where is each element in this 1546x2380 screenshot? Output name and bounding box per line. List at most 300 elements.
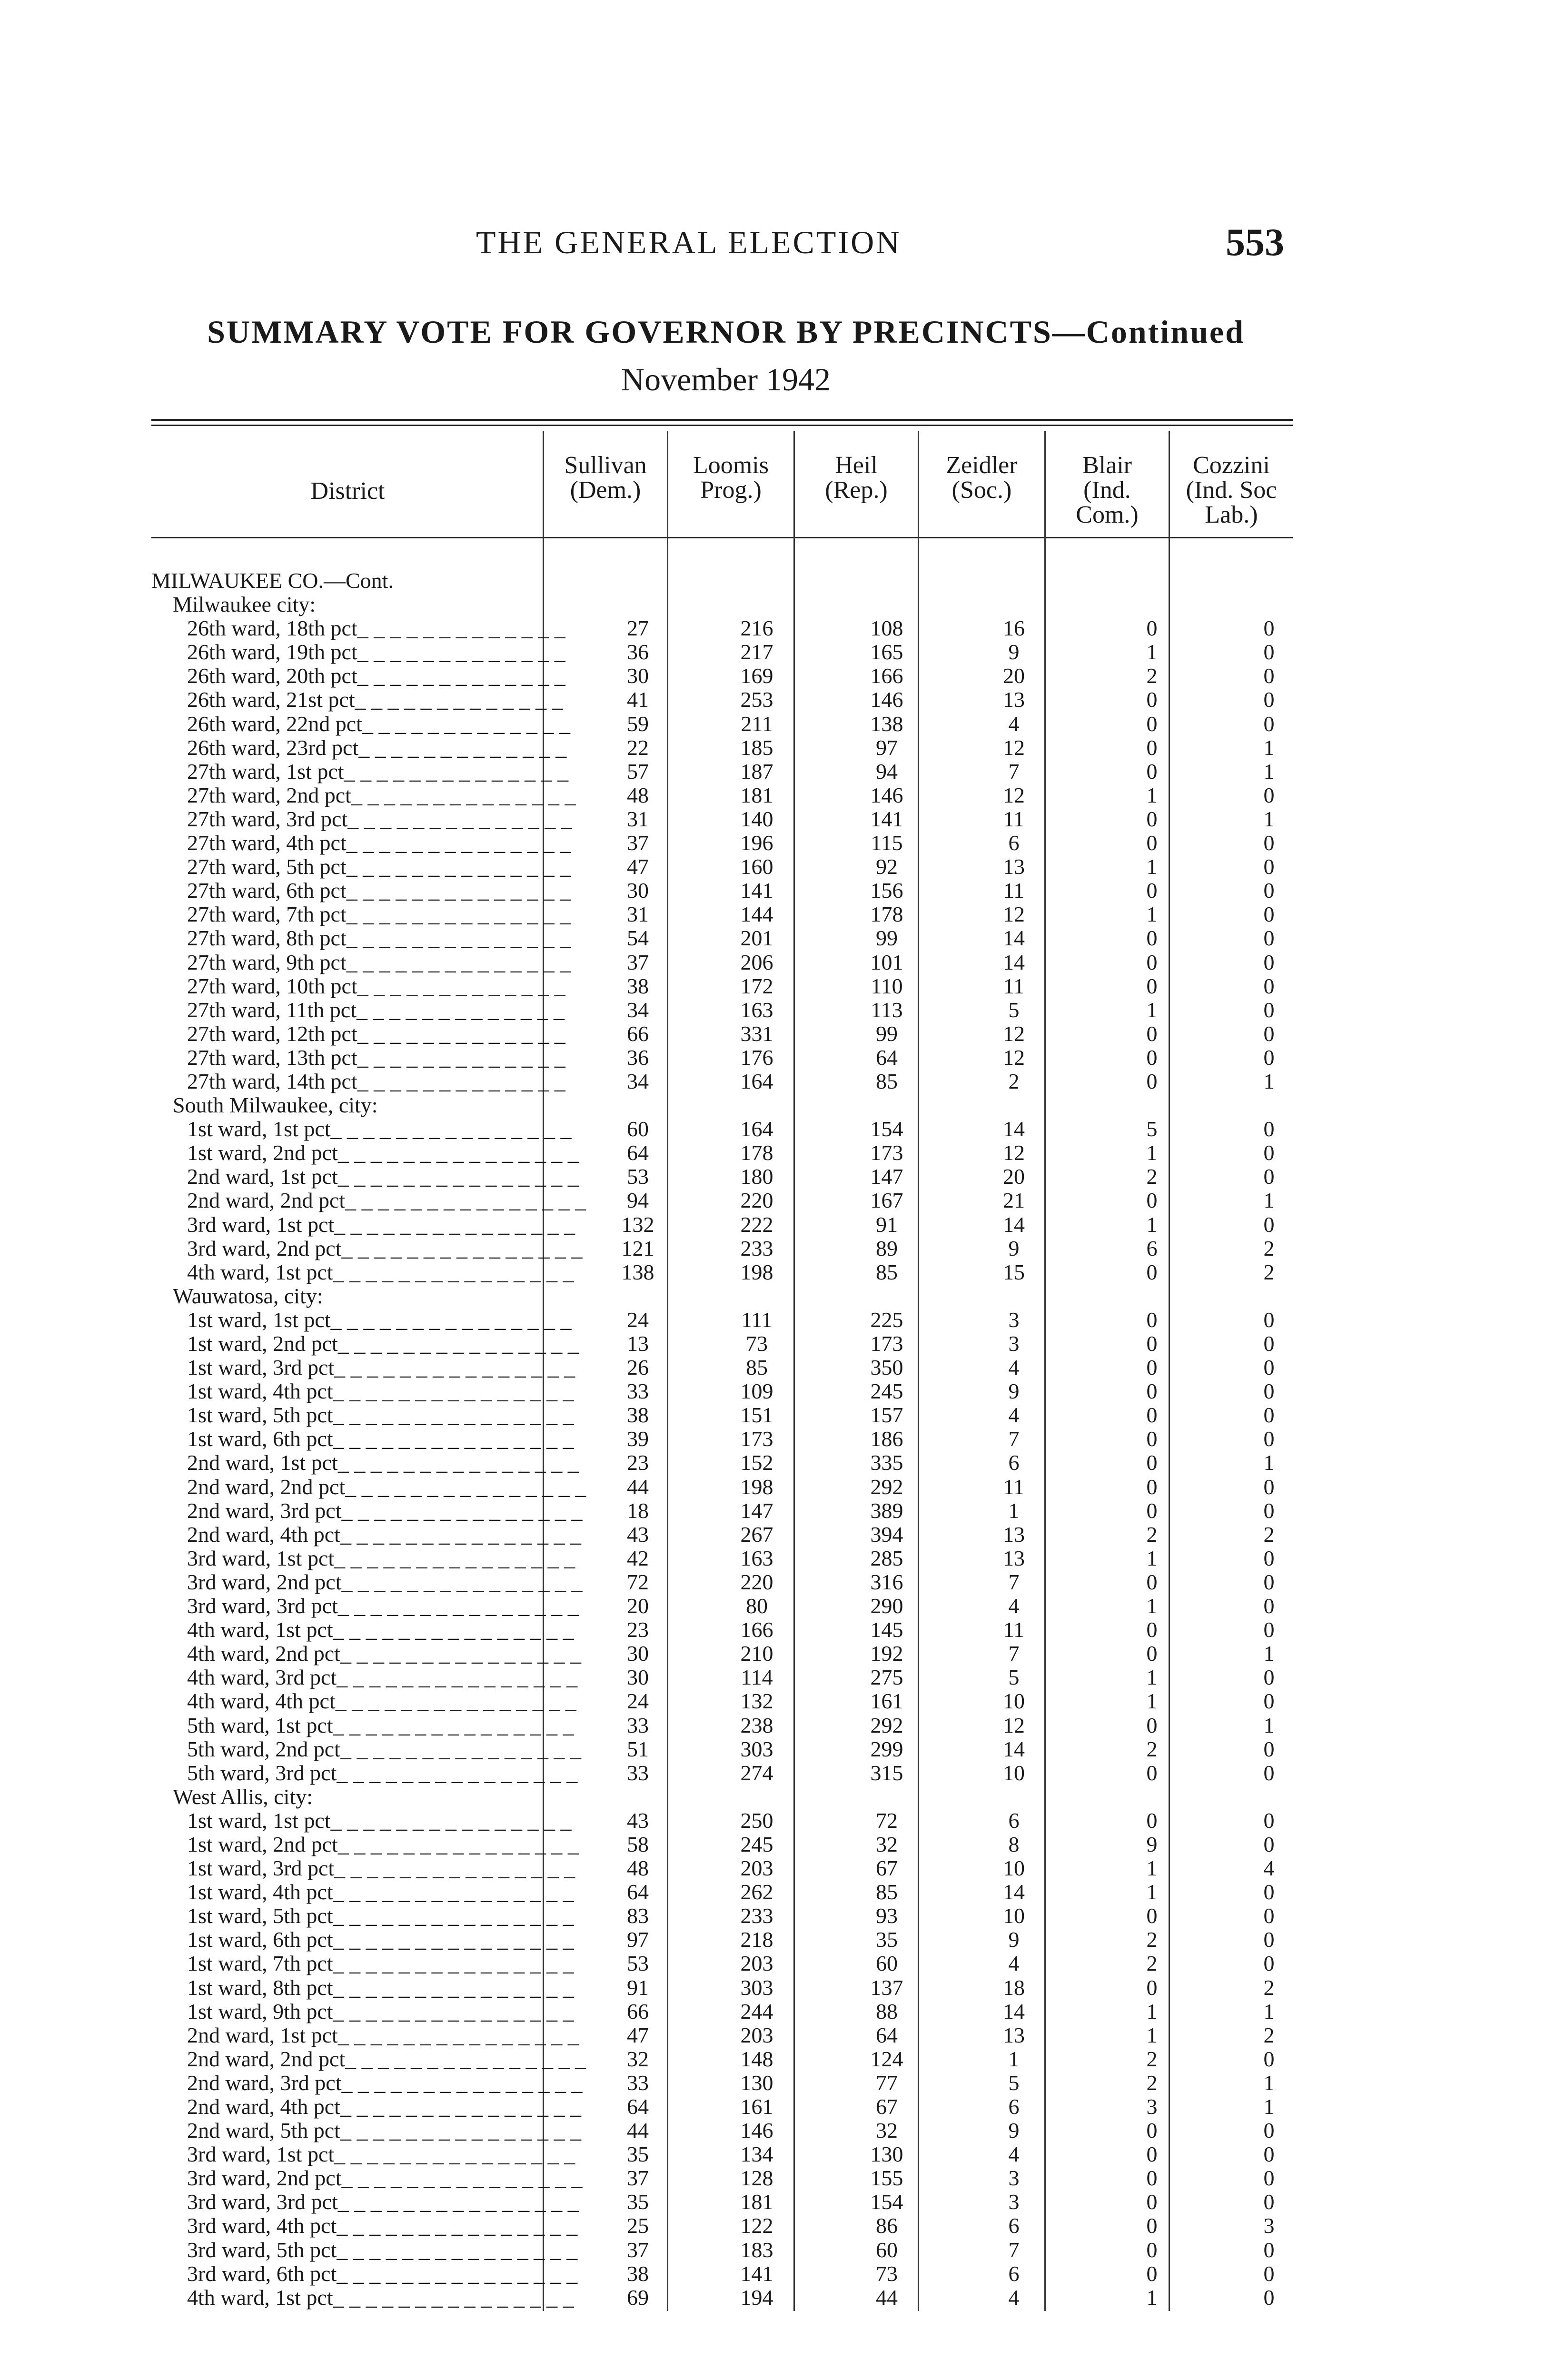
district-label: 26th ward, 19th pct_ _ _ _ _ _ _ _ _ _ _ _ _ xyxy=(187,640,565,664)
table-row xyxy=(0,1117,1546,1141)
leader-dots: _ _ _ _ _ _ _ _ _ _ _ _ _ _ _ xyxy=(333,1951,574,1976)
vote-cell: 6 xyxy=(1008,2094,1020,2119)
vote-cell: 34 xyxy=(627,997,649,1022)
vote-cell: 0 xyxy=(1146,2142,1158,2167)
table-row xyxy=(0,1904,1546,1928)
leader-dots: _ _ _ _ _ _ _ _ _ _ _ _ _ _ xyxy=(351,783,576,807)
vote-cell: 0 xyxy=(1146,711,1158,736)
vote-cell: 198 xyxy=(740,1474,773,1499)
vote-cell: 25 xyxy=(627,2213,649,2238)
district-label: 5th ward, 2nd pct_ _ _ _ _ _ _ _ _ _ _ _ _ _ _ xyxy=(187,1736,581,1761)
vote-cell: 7 xyxy=(1008,759,1020,783)
vote-cell: 2 xyxy=(1146,664,1158,688)
vote-cell: 222 xyxy=(740,1212,773,1237)
leader-dots: _ _ _ _ _ _ _ _ _ _ _ _ _ _ xyxy=(347,806,572,831)
vote-cell: 0 xyxy=(1263,2190,1275,2214)
vote-cell: 69 xyxy=(627,2285,649,2310)
county-heading xyxy=(0,569,1546,593)
vote-cell: 92 xyxy=(876,854,898,879)
vote-cell: 3 xyxy=(1008,2166,1020,2191)
vote-cell: 0 xyxy=(1263,687,1275,712)
vote-cell: 10 xyxy=(1003,1760,1025,1785)
vote-cell: 1 xyxy=(1146,1689,1158,1714)
vote-cell: 11 xyxy=(1003,878,1025,903)
vote-cell: 115 xyxy=(871,831,903,855)
vote-cell: 108 xyxy=(870,616,903,641)
leader-dots: _ _ _ _ _ _ _ _ _ _ _ _ _ xyxy=(357,973,565,998)
vote-cell: 148 xyxy=(740,2046,773,2071)
leader-dots: _ _ _ _ _ _ _ _ _ _ _ _ _ _ _ xyxy=(333,2285,574,2310)
leader-dots: _ _ _ _ _ _ _ _ _ _ _ _ _ _ _ xyxy=(337,1450,579,1475)
table-row xyxy=(0,2023,1546,2047)
vote-cell: 0 xyxy=(1146,1617,1158,1642)
vote-cell: 130 xyxy=(870,2142,903,2167)
leader-dots: _ _ _ _ _ _ _ _ _ _ _ _ _ _ _ xyxy=(337,2213,578,2238)
candidate-party-line2: Lab.) xyxy=(1205,501,1258,528)
table-row xyxy=(0,688,1546,712)
vote-cell: 113 xyxy=(871,997,903,1022)
vote-cell: 6 xyxy=(1008,2213,1020,2238)
candidate-party: (Rep.) xyxy=(825,476,888,504)
district-label: 2nd ward, 4th pct_ _ _ _ _ _ _ _ _ _ _ _ _ _ _ xyxy=(187,2094,581,2119)
vote-cell: 94 xyxy=(876,759,898,783)
vote-cell: 12 xyxy=(1003,1713,1025,1737)
vote-cell: 43 xyxy=(627,1808,649,1833)
leader-dots: _ _ _ _ _ _ _ _ _ _ _ _ _ _ _ xyxy=(330,1808,572,1833)
vote-cell: 132 xyxy=(740,1689,773,1714)
vote-cell: 124 xyxy=(870,2046,903,2071)
vote-cell: 0 xyxy=(1146,950,1158,974)
vote-cell: 0 xyxy=(1146,1259,1158,1284)
vote-cell: 11 xyxy=(1003,1474,1025,1499)
vote-cell: 110 xyxy=(871,973,903,998)
vote-cell: 274 xyxy=(740,1760,773,1785)
vote-cell: 303 xyxy=(740,1975,773,2000)
vote-cell: 11 xyxy=(1003,1617,1025,1642)
table-row xyxy=(0,1594,1546,1618)
table-row xyxy=(0,1761,1546,1785)
district-label: 1st ward, 1st pct_ _ _ _ _ _ _ _ _ _ _ _ _ _ _ xyxy=(187,1808,572,1833)
vote-cell: 161 xyxy=(870,1689,903,1714)
district-label: 3rd ward, 2nd pct_ _ _ _ _ _ _ _ _ _ _ _ _ _ _ xyxy=(187,2166,583,2191)
vote-cell: 0 xyxy=(1263,1474,1275,1499)
table-row xyxy=(0,2095,1546,2119)
vote-cell: 12 xyxy=(1003,1045,1025,1070)
vote-cell: 3 xyxy=(1263,2213,1275,2238)
vote-cell: 216 xyxy=(740,616,773,641)
vote-cell: 2 xyxy=(1146,1164,1158,1189)
vote-cell: 173 xyxy=(870,1140,903,1165)
vote-cell: 44 xyxy=(876,2285,898,2310)
table-row xyxy=(0,1070,1546,1093)
vote-cell: 1 xyxy=(1263,1069,1275,1093)
vote-cell: 303 xyxy=(740,1736,773,1761)
leader-dots: _ _ _ _ _ _ _ _ _ _ _ _ _ _ _ xyxy=(333,1880,574,1904)
vote-cell: 7 xyxy=(1008,1641,1020,1666)
vote-cell: 1 xyxy=(1146,1212,1158,1237)
vote-cell: 12 xyxy=(1003,902,1025,927)
district-label: 2nd ward, 2nd pct_ _ _ _ _ _ _ _ _ _ _ _ _ _ _ xyxy=(187,1474,586,1499)
vote-cell: 0 xyxy=(1146,1379,1158,1404)
table-row xyxy=(0,1499,1546,1523)
vote-cell: 0 xyxy=(1146,1760,1158,1785)
leader-dots: _ _ _ _ _ _ _ _ _ _ _ _ _ xyxy=(357,1045,565,1070)
vote-cell: 0 xyxy=(1146,2261,1158,2286)
vote-cell: 89 xyxy=(876,1236,898,1260)
district-label: 26th ward, 23rd pct_ _ _ _ _ _ _ _ _ _ _ _ _ xyxy=(187,735,567,760)
table-row xyxy=(0,640,1546,664)
vote-cell: 335 xyxy=(870,1450,903,1475)
vote-cell: 0 xyxy=(1263,1307,1275,1332)
district-label: 2nd ward, 1st pct_ _ _ _ _ _ _ _ _ _ _ _ _ _ _ xyxy=(187,2023,579,2047)
top-double-rule-2 xyxy=(151,425,1293,426)
district-label: 3rd ward, 4th pct_ _ _ _ _ _ _ _ _ _ _ _ _ _ _ xyxy=(187,2213,578,2238)
vote-cell: 0 xyxy=(1263,1880,1275,1904)
vote-cell: 0 xyxy=(1146,2213,1158,2238)
vote-cell: 0 xyxy=(1263,1403,1275,1428)
leader-dots: _ _ _ _ _ _ _ _ _ _ _ _ _ _ _ xyxy=(333,1379,574,1404)
leader-dots: _ _ _ _ _ _ _ _ _ _ _ _ _ _ xyxy=(346,926,571,951)
leader-dots: _ _ _ _ _ _ _ _ _ _ _ _ _ xyxy=(357,1069,565,1093)
vote-cell: 2 xyxy=(1263,1236,1275,1260)
vote-cell: 34 xyxy=(627,1069,649,1093)
leader-dots: _ _ _ _ _ _ _ _ _ _ _ _ _ _ _ xyxy=(340,1641,581,1666)
vote-cell: 12 xyxy=(1003,1140,1025,1165)
table-row xyxy=(0,1737,1546,1761)
vote-cell: 31 xyxy=(627,902,649,927)
vote-cell: 85 xyxy=(876,1069,898,1093)
vote-cell: 4 xyxy=(1008,2142,1020,2167)
vote-cell: 0 xyxy=(1263,1665,1275,1690)
vote-cell: 38 xyxy=(627,973,649,998)
vote-cell: 203 xyxy=(740,1951,773,1976)
leader-dots: _ _ _ _ _ _ _ _ _ _ _ _ _ xyxy=(355,687,563,712)
vote-cell: 0 xyxy=(1263,1594,1275,1618)
leader-dots: _ _ _ _ _ _ _ _ _ _ _ _ _ _ xyxy=(344,759,569,783)
vote-cell: 93 xyxy=(876,1904,898,1928)
vote-cell: 10 xyxy=(1003,1856,1025,1881)
candidate-name: Blair xyxy=(1082,452,1132,479)
table-row xyxy=(0,951,1546,974)
vote-cell: 9 xyxy=(1008,1236,1020,1260)
leader-dots: _ _ _ _ _ _ _ _ _ _ _ _ _ _ _ xyxy=(341,1498,583,1523)
table-row xyxy=(0,1856,1546,1880)
leader-dots: _ _ _ _ _ _ _ _ _ _ _ _ _ _ _ xyxy=(337,1665,578,1690)
candidate-name: Loomis xyxy=(693,452,769,479)
leader-dots: _ _ _ _ _ _ _ _ _ _ _ _ _ _ _ xyxy=(334,2142,575,2167)
vote-cell: 220 xyxy=(740,1569,773,1594)
city-heading xyxy=(0,593,1546,616)
district-label: 1st ward, 8th pct_ _ _ _ _ _ _ _ _ _ _ _ _ _ _ xyxy=(187,1975,574,2000)
table-row xyxy=(0,1427,1546,1451)
leader-dots: _ _ _ _ _ _ _ _ _ _ _ _ _ _ _ xyxy=(333,1259,574,1284)
vote-cell: 9 xyxy=(1008,2118,1020,2143)
district-label: 27th ward, 3rd pct_ _ _ _ _ _ _ _ _ _ _ _ _ _ xyxy=(187,806,572,831)
vote-cell: 35 xyxy=(627,2142,649,2167)
vote-cell: 233 xyxy=(740,1236,773,1260)
vote-cell: 0 xyxy=(1146,1069,1158,1093)
leader-dots: _ _ _ _ _ _ _ _ _ _ _ _ _ _ xyxy=(346,950,571,974)
vote-cell: 1 xyxy=(1263,2070,1275,2095)
district-label: 27th ward, 13th pct_ _ _ _ _ _ _ _ _ _ _ _ _ xyxy=(187,1045,565,1070)
vote-cell: 0 xyxy=(1263,2237,1275,2262)
table-row xyxy=(0,1451,1546,1475)
vote-cell: 138 xyxy=(621,1259,654,1284)
vote-cell: 2 xyxy=(1263,1975,1275,2000)
vote-cell: 14 xyxy=(1003,1999,1025,2023)
district-label: 1st ward, 4th pct_ _ _ _ _ _ _ _ _ _ _ _ _ _ _ xyxy=(187,1379,574,1404)
vote-cell: 85 xyxy=(876,1259,898,1284)
zeidler-column-header xyxy=(919,453,1044,503)
leader-dots: _ _ _ _ _ _ _ _ _ _ _ _ _ _ _ xyxy=(333,1999,574,2023)
vote-cell: 53 xyxy=(627,1164,649,1189)
vote-cell: 290 xyxy=(870,1594,903,1618)
district-label: 26th ward, 18th pct_ _ _ _ _ _ _ _ _ _ _ _ _ xyxy=(187,616,565,641)
heil-column-header xyxy=(795,453,918,503)
vote-cell: 138 xyxy=(870,711,903,736)
city-heading xyxy=(0,1093,1546,1117)
candidate-name: Sullivan xyxy=(564,452,647,479)
vote-cell: 33 xyxy=(627,1713,649,1737)
vote-cell: 36 xyxy=(627,640,649,664)
vote-cell: 0 xyxy=(1146,1307,1158,1332)
vote-cell: 20 xyxy=(1003,1164,1025,1189)
table-row xyxy=(0,712,1546,736)
leader-dots: _ _ _ _ _ _ _ _ _ _ _ _ _ xyxy=(357,997,565,1022)
district-label: 1st ward, 6th pct_ _ _ _ _ _ _ _ _ _ _ _ _ _ _ xyxy=(187,1927,574,1952)
candidate-party: (Dem.) xyxy=(570,476,641,504)
vote-cell: 13 xyxy=(1003,1546,1025,1570)
vote-cell: 73 xyxy=(746,1331,768,1356)
vote-cell: 0 xyxy=(1263,1117,1275,1141)
vote-cell: 91 xyxy=(876,1212,898,1237)
district-label: 26th ward, 21st pct_ _ _ _ _ _ _ _ _ _ _ _ _ xyxy=(187,687,563,712)
vote-cell: 109 xyxy=(740,1379,773,1404)
vote-cell: 4 xyxy=(1008,1355,1020,1380)
vote-cell: 38 xyxy=(627,2261,649,2286)
vote-cell: 134 xyxy=(740,2142,773,2167)
leader-dots: _ _ _ _ _ _ _ _ _ _ _ _ _ _ _ xyxy=(334,1546,575,1570)
district-label: 1st ward, 5th pct_ _ _ _ _ _ _ _ _ _ _ _ _ _ _ xyxy=(187,1904,574,1928)
vote-cell: 30 xyxy=(627,664,649,688)
vote-cell: 47 xyxy=(627,2023,649,2047)
vote-cell: 0 xyxy=(1263,1760,1275,1785)
district-label: 3rd ward, 2nd pct_ _ _ _ _ _ _ _ _ _ _ _ _ _ _ xyxy=(187,1236,583,1260)
vote-cell: 1 xyxy=(1146,640,1158,664)
vote-cell: 1 xyxy=(1146,1999,1158,2023)
leader-dots: _ _ _ _ _ _ _ _ _ _ _ _ _ xyxy=(357,1021,565,1046)
vote-cell: 141 xyxy=(740,878,773,903)
district-label: 3rd ward, 3rd pct_ _ _ _ _ _ _ _ _ _ _ _ _ _ _ xyxy=(187,1594,579,1618)
district-label: 1st ward, 7th pct_ _ _ _ _ _ _ _ _ _ _ _ _ _ _ xyxy=(187,1951,574,1976)
vote-cell: 15 xyxy=(1003,1259,1025,1284)
candidate-party-line2: Com.) xyxy=(1076,501,1139,528)
leader-dots: _ _ _ _ _ _ _ _ _ _ _ _ _ _ _ xyxy=(334,1355,575,1380)
leader-dots: _ _ _ _ _ _ _ _ _ _ _ _ _ _ _ xyxy=(337,1164,579,1189)
vote-cell: 14 xyxy=(1003,1736,1025,1761)
vote-cell: 0 xyxy=(1146,973,1158,998)
vote-cell: 3 xyxy=(1008,1331,1020,1356)
leader-dots: _ _ _ _ _ _ _ _ _ _ _ _ _ _ xyxy=(346,878,571,903)
leader-dots: _ _ _ _ _ _ _ _ _ _ _ _ _ _ _ xyxy=(334,1856,575,1881)
vote-cell: 26 xyxy=(627,1355,649,1380)
vote-cell: 0 xyxy=(1146,2237,1158,2262)
district-label: 1st ward, 2nd pct_ _ _ _ _ _ _ _ _ _ _ _ _ _ _ xyxy=(187,1331,579,1356)
vote-cell: 0 xyxy=(1146,1975,1158,2000)
vote-cell: 9 xyxy=(1008,1927,1020,1952)
vote-cell: 66 xyxy=(627,1999,649,2023)
vote-cell: 275 xyxy=(870,1665,903,1690)
leader-dots: _ _ _ _ _ _ _ _ _ _ _ _ _ _ _ xyxy=(337,2261,578,2286)
vote-cell: 146 xyxy=(870,783,903,807)
vote-cell: 2 xyxy=(1146,1522,1158,1547)
district-label: 3rd ward, 6th pct_ _ _ _ _ _ _ _ _ _ _ _ _ _ _ xyxy=(187,2261,578,2286)
top-double-rule-1 xyxy=(151,419,1293,421)
vote-cell: 1 xyxy=(1146,1594,1158,1618)
vote-cell: 0 xyxy=(1263,616,1275,641)
vote-cell: 166 xyxy=(870,664,903,688)
leader-dots: _ _ _ _ _ _ _ _ _ _ _ _ _ _ _ xyxy=(333,1927,574,1952)
candidate-name: Zeidler xyxy=(946,452,1018,479)
vote-cell: 24 xyxy=(627,1689,649,1714)
leader-dots: _ _ _ _ _ _ _ _ _ _ _ _ _ _ _ xyxy=(345,2046,586,2071)
vote-cell: 54 xyxy=(627,926,649,951)
vote-cell: 41 xyxy=(627,687,649,712)
vote-cell: 152 xyxy=(740,1450,773,1475)
vote-cell: 24 xyxy=(627,1307,649,1332)
vote-cell: 137 xyxy=(870,1975,903,2000)
leader-dots: _ _ _ _ _ _ _ _ _ _ _ _ _ _ _ xyxy=(334,1212,575,1237)
vote-cell: 225 xyxy=(870,1307,903,1332)
vote-cell: 4 xyxy=(1008,1594,1020,1618)
vote-cell: 4 xyxy=(1263,1856,1275,1881)
vote-cell: 0 xyxy=(1263,1951,1275,1976)
vote-cell: 141 xyxy=(870,806,903,831)
leader-dots: _ _ _ _ _ _ _ _ _ _ _ _ _ _ _ xyxy=(337,1140,579,1165)
table-row xyxy=(0,1714,1546,1737)
leader-dots: _ _ _ _ _ _ _ _ _ _ _ _ _ _ _ xyxy=(337,2190,579,2214)
candidate-party: (Ind. Soc xyxy=(1186,476,1277,504)
vote-cell: 315 xyxy=(870,1760,903,1785)
vote-cell: 141 xyxy=(740,2261,773,2286)
vote-cell: 99 xyxy=(876,1021,898,1046)
vote-cell: 36 xyxy=(627,1045,649,1070)
vote-cell: 7 xyxy=(1008,1569,1020,1594)
vote-cell: 38 xyxy=(627,1403,649,1428)
vote-cell: 59 xyxy=(627,711,649,736)
table-row xyxy=(0,2071,1546,2095)
vote-cell: 331 xyxy=(740,1021,773,1046)
vote-cell: 244 xyxy=(740,1999,773,2023)
vote-cell: 3 xyxy=(1146,2094,1158,2119)
vote-cell: 156 xyxy=(870,878,903,903)
vote-cell: 13 xyxy=(1003,2023,1025,2047)
vote-cell: 187 xyxy=(740,759,773,783)
vote-cell: 3 xyxy=(1008,1307,1020,1332)
vote-cell: 1 xyxy=(1263,735,1275,760)
vote-cell: 37 xyxy=(627,950,649,974)
vote-cell: 43 xyxy=(627,1522,649,1547)
leader-dots: _ _ _ _ _ _ _ _ _ _ _ _ _ _ _ xyxy=(335,1689,576,1714)
table-row xyxy=(0,1833,1546,1856)
vote-cell: 1 xyxy=(1263,2094,1275,2119)
vote-cell: 32 xyxy=(876,1832,898,1856)
vote-cell: 210 xyxy=(740,1641,773,1666)
vote-cell: 0 xyxy=(1263,1164,1275,1189)
table-row xyxy=(0,2142,1546,2166)
vote-cell: 99 xyxy=(876,926,898,951)
district-label: 3rd ward, 3rd pct_ _ _ _ _ _ _ _ _ _ _ _ _ _ _ xyxy=(187,2190,579,2214)
vote-cell: 0 xyxy=(1146,1188,1158,1213)
table-row xyxy=(0,1952,1546,1975)
table-row xyxy=(0,998,1546,1022)
vote-cell: 154 xyxy=(870,2190,903,2214)
vote-cell: 161 xyxy=(740,2094,773,2119)
vote-cell: 0 xyxy=(1263,664,1275,688)
table-row xyxy=(0,2238,1546,2262)
leader-dots: _ _ _ _ _ _ _ _ _ _ _ _ _ _ _ xyxy=(340,1522,581,1547)
vote-cell: 2 xyxy=(1263,1522,1275,1547)
vote-cell: 7 xyxy=(1008,2237,1020,2262)
vote-cell: 146 xyxy=(740,2118,773,2143)
leader-dots: _ _ _ _ _ _ _ _ _ _ _ _ _ _ _ xyxy=(337,1760,578,1785)
district-label: 27th ward, 6th pct_ _ _ _ _ _ _ _ _ _ _ _ _ _ xyxy=(187,878,571,903)
vote-cell: 1 xyxy=(1146,783,1158,807)
district-label: 3rd ward, 5th pct_ _ _ _ _ _ _ _ _ _ _ _ _ _ _ xyxy=(187,2237,578,2262)
table-row xyxy=(0,1618,1546,1642)
vote-cell: 0 xyxy=(1146,1450,1158,1475)
leader-dots: _ _ _ _ _ _ _ _ _ _ _ _ _ _ _ xyxy=(333,1617,574,1642)
table-row xyxy=(0,664,1546,688)
vote-cell: 0 xyxy=(1263,973,1275,998)
loomis-column-header xyxy=(668,453,793,503)
table-row xyxy=(0,807,1546,831)
table-row xyxy=(0,879,1546,902)
vote-cell: 94 xyxy=(627,1188,649,1213)
vote-cell: 316 xyxy=(870,1569,903,1594)
district-label: 4th ward, 3rd pct_ _ _ _ _ _ _ _ _ _ _ _ _ _ _ xyxy=(187,1665,578,1690)
district-label: 27th ward, 1st pct_ _ _ _ _ _ _ _ _ _ _ _ _ _ xyxy=(187,759,569,783)
candidate-name: Cozzini xyxy=(1193,452,1270,479)
vote-cell: 44 xyxy=(627,1474,649,1499)
vote-cell: 186 xyxy=(870,1427,903,1451)
table-subtitle: November 1942 xyxy=(621,361,831,397)
vote-cell: 5 xyxy=(1008,997,1020,1022)
vote-cell: 0 xyxy=(1146,1403,1158,1428)
vote-cell: 0 xyxy=(1146,616,1158,641)
vote-cell: 181 xyxy=(740,2190,773,2214)
vote-cell: 0 xyxy=(1263,783,1275,807)
vote-cell: 5 xyxy=(1008,2070,1020,2095)
vote-cell: 5 xyxy=(1146,1117,1158,1141)
table-row xyxy=(0,1475,1546,1499)
leader-dots: _ _ _ _ _ _ _ _ _ _ _ _ _ _ _ xyxy=(333,1713,574,1737)
city-heading xyxy=(0,1284,1546,1308)
table-row xyxy=(0,2047,1546,2071)
table-title: SUMMARY VOTE FOR GOVERNOR BY PRECINCTS—Continued xyxy=(207,314,1245,350)
vote-cell: 146 xyxy=(870,687,903,712)
vote-cell: 9 xyxy=(1008,1379,1020,1404)
vote-cell: 21 xyxy=(1003,1188,1025,1213)
vote-cell: 42 xyxy=(627,1546,649,1570)
leader-dots: _ _ _ _ _ _ _ _ _ _ _ _ _ _ xyxy=(346,902,571,927)
district-label: Milwaukee city: xyxy=(173,592,316,617)
vote-cell: 20 xyxy=(627,1594,649,1618)
district-label: 3rd ward, 1st pct_ _ _ _ _ _ _ _ _ _ _ _ _ _ _ xyxy=(187,2142,575,2167)
leader-dots: _ _ _ _ _ _ _ _ _ _ _ _ _ _ xyxy=(346,831,571,855)
leader-dots: _ _ _ _ _ _ _ _ _ _ _ _ _ _ _ xyxy=(345,1474,586,1499)
vote-cell: 183 xyxy=(740,2237,773,2262)
